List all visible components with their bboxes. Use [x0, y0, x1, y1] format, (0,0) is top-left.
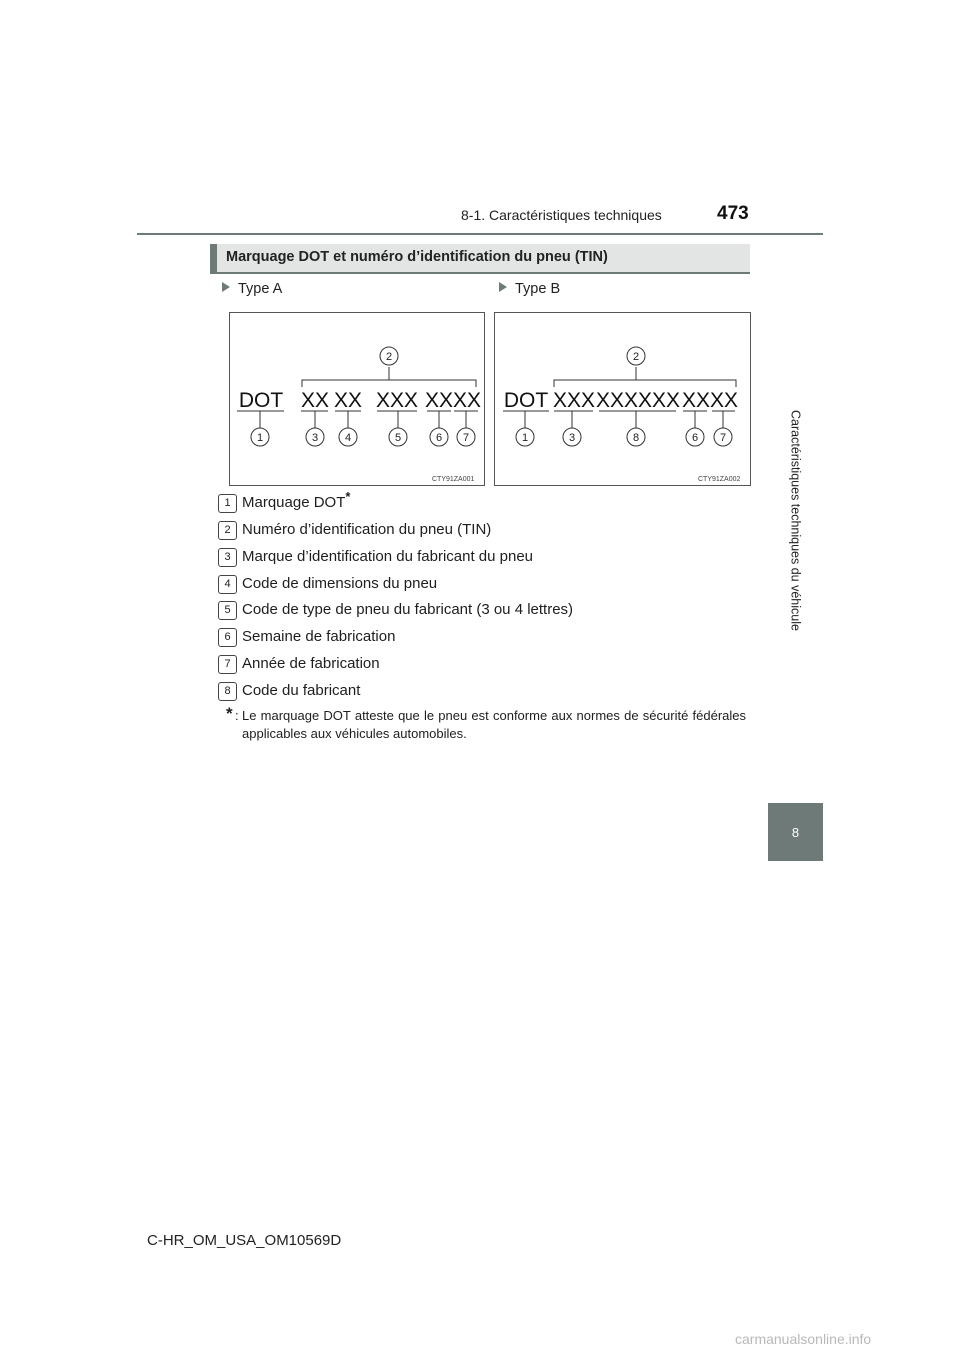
header-divider	[137, 233, 823, 235]
section-title-box	[210, 244, 750, 274]
triangle-bullet-icon	[222, 282, 230, 292]
tin-diagram-type-b	[495, 313, 750, 485]
section-header: 8-1. Caractéristiques techniques	[461, 207, 662, 223]
item-text	[242, 489, 351, 512]
callout-8: 8	[632, 432, 640, 444]
token-dot: DOT	[503, 389, 549, 412]
callout-1: 1	[521, 432, 529, 444]
item-number-badge: 8	[218, 682, 237, 701]
token-xxx: XXX	[375, 389, 419, 412]
type-a-text: Type A	[238, 281, 283, 297]
item-text: Numéro d’identification du pneu (TIN)	[242, 521, 492, 538]
callout-5: 5	[394, 432, 402, 444]
type-a-label	[222, 281, 282, 297]
document-code: C-HR_OM_USA_OM10569D	[147, 1232, 342, 1249]
callout-4: 4	[344, 432, 352, 444]
token-xxxx: XXXX	[424, 389, 482, 412]
figure-code: CTY91ZA001	[432, 476, 475, 483]
chapter-number-block	[768, 803, 823, 861]
triangle-bullet-icon	[499, 282, 507, 292]
chapter-title: Caractéristiques techniques du véhicule	[788, 409, 803, 631]
token-dot: DOT	[238, 389, 284, 412]
footnote-colon: :	[235, 708, 239, 723]
watermark: carmanualsonline.info	[735, 1331, 872, 1347]
callout-7: 7	[719, 432, 727, 444]
callout-2: 2	[385, 351, 393, 363]
callout-3: 3	[568, 432, 576, 444]
footnote-text: Le marquage DOT atteste que le pneu est conforme aux normes de sécurité fédérales applicables aux véhicules automobiles.	[242, 708, 746, 741]
token-xxxxxx: XXXXXX	[595, 389, 681, 412]
type-b-label	[499, 281, 560, 297]
item-number-badge: 3	[218, 548, 237, 567]
section-title: Marquage DOT et numéro d’identification du pneu (TIN)	[226, 249, 608, 265]
callout-1: 1	[256, 432, 264, 444]
item-text: Code de type de pneu du fabricant (3 ou 4 lettres)	[242, 601, 574, 618]
figure-type-b	[494, 312, 751, 486]
callout-6: 6	[435, 432, 443, 444]
section-title-accent	[210, 244, 217, 272]
chapter-side-tab	[768, 240, 823, 800]
item-number-badge: 7	[218, 655, 237, 674]
footnote-star: *	[226, 704, 233, 723]
tin-diagram-type-a	[230, 313, 484, 485]
callout-6: 6	[691, 432, 699, 444]
figure-type-a	[229, 312, 485, 486]
token-xx-1: XX	[300, 389, 330, 412]
token-xxx: XXX	[552, 389, 596, 412]
item-text: Marque d’identification du fabricant du pneu	[242, 548, 534, 565]
callout-7: 7	[462, 432, 470, 444]
page-number: 473	[717, 203, 749, 224]
token-xxxx: XXXX	[681, 389, 739, 412]
item-number-badge: 6	[218, 628, 237, 647]
item-number-badge: 5	[218, 601, 237, 620]
item-text: Code de dimensions du pneu	[242, 575, 438, 592]
type-b-text: Type B	[515, 281, 561, 297]
figure-code: CTY91ZA002	[698, 476, 741, 483]
item-text: Semaine de fabrication	[242, 628, 396, 645]
item-number-badge: 1	[218, 494, 237, 513]
chapter-number: 8	[791, 825, 800, 840]
callout-3: 3	[311, 432, 319, 444]
item-text: Année de fabrication	[242, 655, 380, 672]
item-label: Marquage DOT	[242, 494, 346, 511]
item-number-badge: 2	[218, 521, 237, 540]
item-text: Code du fabricant	[242, 682, 361, 699]
callout-2: 2	[632, 351, 640, 363]
footnote-mark: *	[345, 489, 351, 504]
token-xx-2: XX	[333, 389, 363, 412]
item-number-badge: 4	[218, 575, 237, 594]
